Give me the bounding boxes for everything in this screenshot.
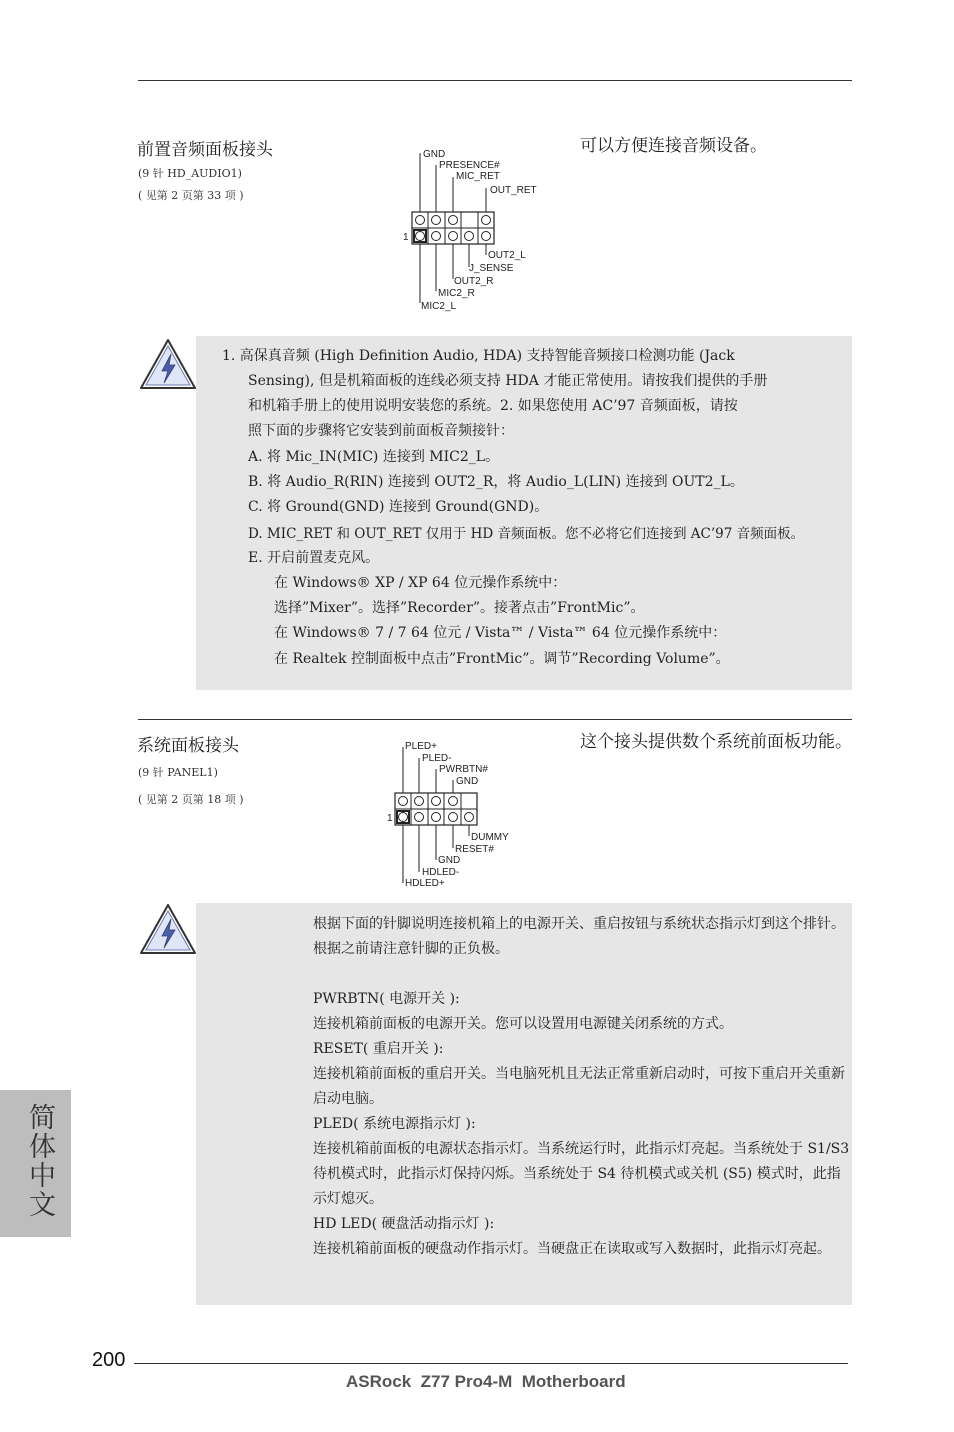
- note-line: 在 Realtek 控制面板中点击”FrontMic”。调节”Recording Volume”。: [274, 651, 730, 667]
- note-line: A. 将 Mic_IN(MIC) 连接到 MIC2_L。: [248, 449, 500, 465]
- warning-icon: [138, 336, 198, 394]
- note-line: Sensing), 但是机箱面板的连线必须支持 HDA 才能正常使用。请按我们提供的手册: [248, 373, 768, 389]
- panel-section-title: 系统面板接头: [137, 736, 239, 756]
- pin-label-mic2-r: MIC2_R: [438, 288, 475, 299]
- page-number: 200: [92, 1349, 126, 1371]
- pin-label-pwrbtn: PWRBTN#: [439, 764, 488, 775]
- audio-section-title: 前置音频面板接头: [137, 140, 273, 160]
- hdled-text: 连接机箱前面板的硬盘动作指示灯。当硬盘正在读取或写入数据时，此指示灯亮起。: [313, 1241, 831, 1257]
- top-rule: [138, 80, 852, 81]
- pled-text: 连接机箱前面板的电源状态指示灯。当系统运行时，此指示灯亮起。当系统处于 S1/S3 待机模式时，此指示灯保持闪烁。当系统处于 S4 待机模式或关机 (S5) 模式时，此指示灯熄灭。: [313, 1141, 850, 1207]
- panel-header-diagram: [380, 737, 530, 892]
- reset-label: RESET( 重启开关 ):: [313, 1041, 444, 1057]
- footer-rule: [134, 1363, 848, 1364]
- panel-pin-info: (9 针 PANEL1): [138, 766, 218, 779]
- panel-page-ref: ( 见第 2 页第 18 项 ): [138, 793, 244, 806]
- warning-icon: [138, 901, 198, 959]
- pin-label-reset: RESET#: [455, 844, 494, 855]
- panel-note-content: [313, 912, 851, 1262]
- note-line: 1. 高保真音频 (High Definition Audio, HDA) 支持智能音频接口检测功能 (Jack: [222, 348, 735, 364]
- note-line: C. 将 Ground(GND) 连接到 Ground(GND)。: [248, 499, 549, 515]
- footer-title: ASRock Z77 Pro4-M Motherboard: [346, 1372, 626, 1391]
- pin-label-mic2-l: MIC2_L: [421, 301, 457, 312]
- pin-label-gnd-bottom: GND: [438, 855, 461, 866]
- pin-1-marker: 1: [403, 232, 409, 243]
- pin-label-presence: PRESENCE#: [439, 160, 500, 171]
- note-line: E. 开启前置麦克风。: [248, 550, 380, 566]
- pin-label-gnd-top: GND: [456, 776, 479, 787]
- section-divider: [138, 719, 852, 720]
- language-side-tab-label: 简体中文: [24, 1103, 55, 1219]
- audio-page-ref: ( 见第 2 页第 33 项 ): [138, 189, 244, 202]
- pin-label-hdled-minus: HDLED-: [422, 867, 460, 878]
- pin-label-out2-l: OUT2_L: [488, 250, 526, 261]
- pin-1-marker: 1: [387, 813, 393, 824]
- note-line: 照下面的步骤将它安装到前面板音频接针：: [248, 423, 514, 439]
- pin-label-j-sense: J_SENSE: [469, 263, 514, 274]
- reset-text: 连接机箱前面板的重启开关。当电脑死机且无法正常重新启动时，可按下重启开关重新启动电脑。: [313, 1066, 845, 1107]
- pwrbtn-text: 连接机箱前面板的电源开关。您可以设置用电源键关闭系统的方式。: [313, 1016, 733, 1032]
- pin-label-hdled-plus: HDLED+: [405, 878, 445, 889]
- pin-label-out-ret: OUT_RET: [490, 185, 537, 196]
- pin-label-mic-ret: MIC_RET: [456, 171, 500, 182]
- audio-pin-info: (9 针 HD_AUDIO1): [138, 167, 242, 180]
- audio-header-diagram: [396, 143, 546, 315]
- panel-note-intro: 根据下面的针脚说明连接机箱上的电源开关、重启按钮与系统状态指示灯到这个排针。根据之前请注意针脚的正负极。: [313, 916, 845, 957]
- audio-description: 可以方便连接音频设备。: [580, 136, 767, 156]
- pin-label-dummy: DUMMY: [471, 832, 509, 843]
- note-line: 和机箱手册上的使用说明安装您的系统。2. 如果您使用 AC’97 音频面板，请按: [248, 398, 738, 414]
- pin-label-out2-r: OUT2_R: [454, 276, 494, 287]
- note-line: B. 将 Audio_R(RIN) 连接到 OUT2_R，将 Audio_L(LIN) 连接到 OUT2_L。: [248, 474, 744, 490]
- note-line: D. MIC_RET 和 OUT_RET 仅用于 HD 音频面板。您不必将它们连接到 AC’97 音频面板。: [248, 526, 805, 542]
- pin-label-pled-plus: PLED+: [405, 741, 437, 752]
- note-line: 选择”Mixer”。选择”Recorder”。接著点击”FrontMic”。: [274, 600, 645, 616]
- note-line: 在 Windows® 7 / 7 64 位元 / Vista™ / Vista™ 64 位元操作系统中：: [274, 625, 727, 641]
- pwrbtn-label: PWRBTN( 电源开关 ):: [313, 991, 460, 1007]
- pin-label-pled-minus: PLED-: [422, 753, 452, 764]
- hdled-label: HD LED( 硬盘活动指示灯 ):: [313, 1216, 495, 1232]
- panel-description: 这个接头提供数个系统前面板功能。: [580, 732, 852, 752]
- pin-label-gnd: GND: [423, 149, 446, 160]
- pled-label: PLED( 系统电源指示灯 ):: [313, 1116, 476, 1132]
- note-line: 在 Windows® XP / XP 64 位元操作系统中：: [274, 575, 567, 591]
